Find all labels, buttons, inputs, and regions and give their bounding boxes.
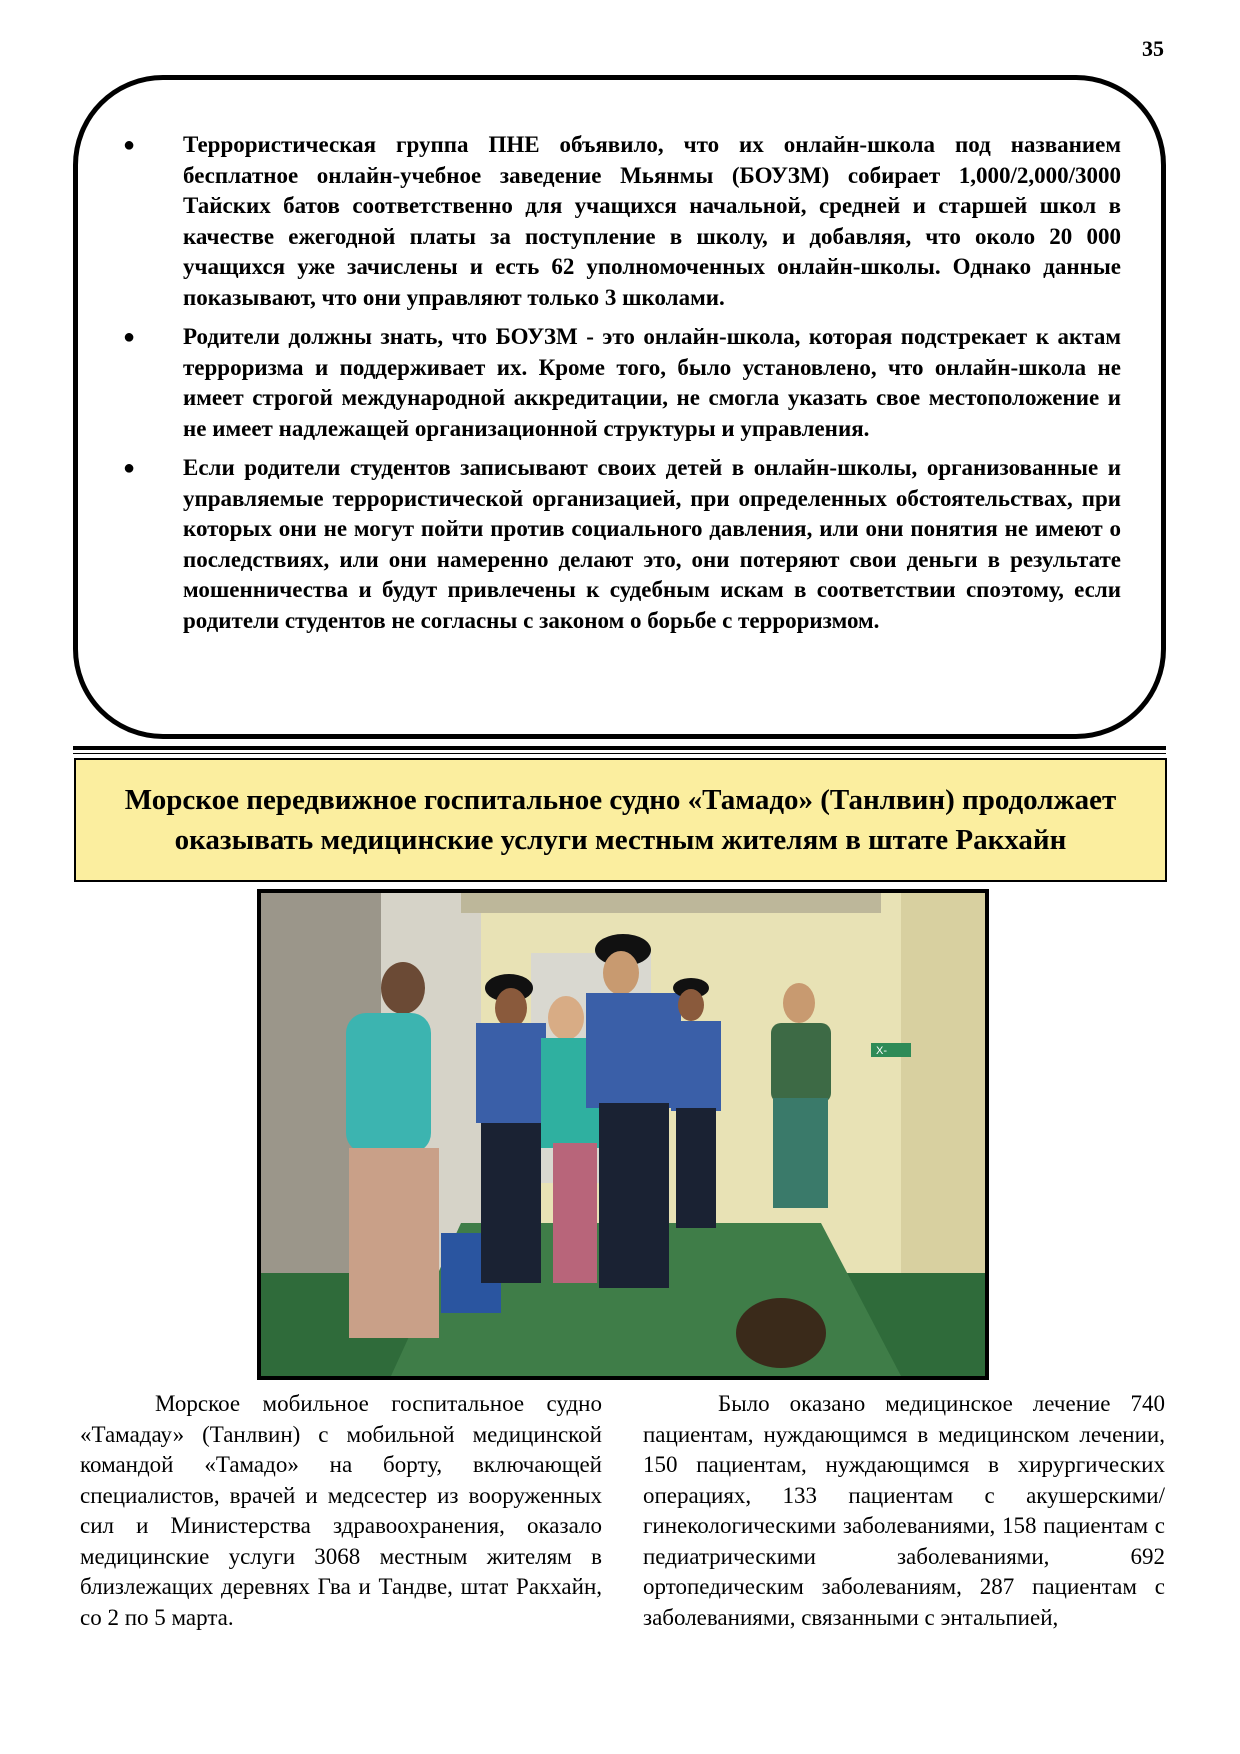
headline-line-2: оказывать медицинские услуги местным жителям в штате Ракхайн — [174, 824, 1067, 856]
bullet-icon: ● — [123, 326, 136, 348]
headline-line-1: Морское передвижное госпитальное судно «Тамадо» (Танлвин) продолжает — [124, 784, 1117, 816]
article-paragraph: Морское мобильное госпитальное судно «Тамадау» (Танлвин) с мобильной медицинской командой «Тамадо» на борту, включающей специалистов, врачей и медсестер из вооруженных сил и Министерства здравоохранения, оказало медицинские услуги 3068 местным жителям в близлежащих деревнях Гва и Тандве, штат Ракхайн, со 2 по 5 марта. — [80, 1391, 602, 1630]
article-column-right — [643, 1389, 1165, 1633]
bullet-icon: ● — [123, 457, 136, 479]
bullet-icon: ● — [123, 134, 136, 156]
warning-bullet-item — [118, 130, 1121, 313]
article-column-left — [80, 1389, 602, 1633]
warning-bullet-item — [118, 453, 1121, 636]
section-divider — [73, 746, 1166, 750]
article-paragraph: Было оказано медицинское лечение 740 пациентам, нуждающимся в медицинском лечении, 150 пациентам, нуждающимся в хирургических операциях, 133 пациентам с акушерскими/гинекологическими заболеваниями, 158 пациентам с педиатрическими заболеваниями, 692 ортопедическим заболеваниям, 287 пациентам с заболеваниями, связанными с энтальпией, — [643, 1391, 1165, 1630]
warning-bullet-text: Террористическая группа ПНЕ объявило, что их онлайн-школа под названием бесплатное онлайн-учебное заведение Мьянмы (БОУЗМ) собирает 1,000/2,000/3000 Тайских батов соответственно для учащихся начальной, средней и старшей школ в качестве ежегодной платы за поступление в школу, и добавляя, что около 20 000 учащихся уже зачислены и есть 62 уполномоченных онлайн-школы. Однако данные показывают, что они управляют только 3 школами. — [183, 132, 1121, 310]
warning-bullet-text: Родители должны знать, что БОУЗМ - это онлайн-школа, которая подстрекает к актам терроризма и поддерживает их. Кроме того, было установлено, что онлайн-школа не имеет строгой международной аккредитации, не смогла указать свое местоположение и не имеет надлежащей организационной структуры и управления. — [183, 324, 1121, 441]
section-divider-thin — [73, 753, 1166, 754]
article-photo — [257, 889, 989, 1380]
warning-bullet-list — [118, 130, 1121, 636]
warning-bullet-text: Если родители студентов записывают своих детей в онлайн-школы, организованные и управляемые террористической организацией, при определенных обстоятельствах, при которых они не могут пойти против социального давления, или они понятия не имеют о последствиях, или они намеренно делают это, они потеряют свои деньги в результате мошенничества и будут привлечены к судебным искам в соответствии споэтому, если родители студентов не согласны с законом о борьбе с терроризмом. — [183, 455, 1121, 633]
photo-illustration — [261, 893, 985, 1376]
warning-bullet-item — [118, 322, 1121, 444]
page-number: 35 — [1142, 36, 1164, 61]
exit-sign-text: X- — [876, 1045, 887, 1057]
warning-box — [73, 75, 1166, 739]
article-headline — [74, 758, 1167, 882]
